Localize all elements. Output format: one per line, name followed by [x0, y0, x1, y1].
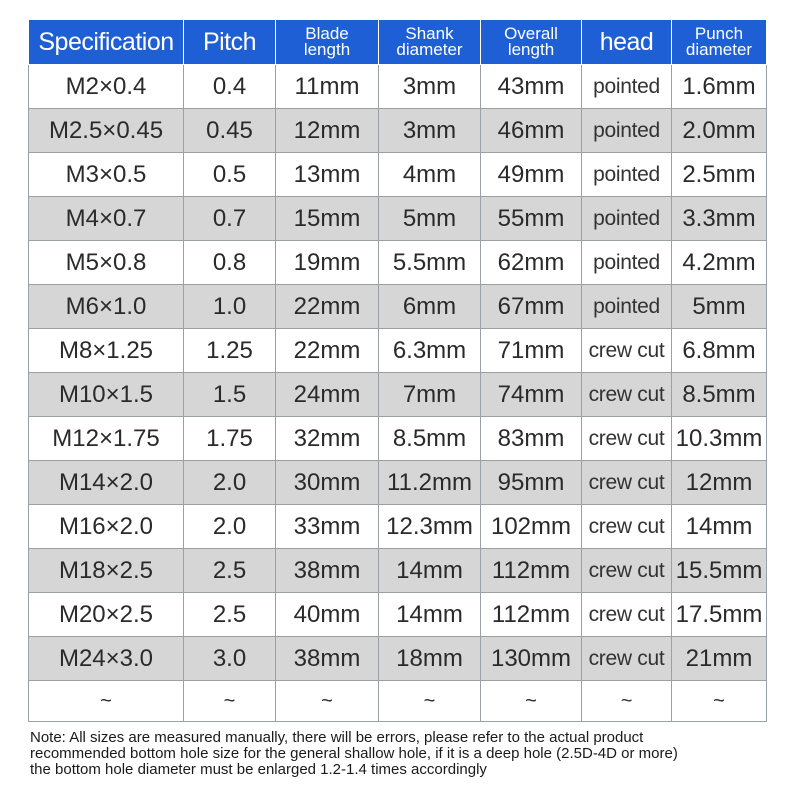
cell-pitch: 0.8 [184, 241, 276, 285]
cell-shank-diameter: 5.5mm [379, 241, 481, 285]
cell-head: crew cut [582, 593, 672, 637]
cell-blade-length: 40mm [276, 593, 379, 637]
cell-shank-diameter: 14mm [379, 549, 481, 593]
cell-blade-length: 13mm [276, 153, 379, 197]
cell-blade-length: 22mm [276, 285, 379, 329]
cell-pitch: 2.5 [184, 549, 276, 593]
cell-punch-diameter: 21mm [672, 637, 767, 681]
cell-shank-diameter: 18mm [379, 637, 481, 681]
cell-head: crew cut [582, 505, 672, 549]
table-row [29, 153, 767, 197]
cell-head: crew cut [582, 329, 672, 373]
cell-pitch: 2.5 [184, 593, 276, 637]
cell-overall-length: 112mm [481, 549, 582, 593]
header-pitch: Pitch [184, 20, 276, 65]
cell-pitch: 1.0 [184, 285, 276, 329]
cell-specification: M6×1.0 [29, 285, 184, 329]
cell-pitch: 1.25 [184, 329, 276, 373]
cell-head: pointed [582, 241, 672, 285]
table-row [29, 109, 767, 153]
cell-punch-diameter: 8.5mm [672, 373, 767, 417]
cell-shank-diameter: 4mm [379, 153, 481, 197]
cell-overall-length: 43mm [481, 65, 582, 109]
table-body [29, 65, 767, 722]
cell-overall-length: 62mm [481, 241, 582, 285]
cell-specification: M2×0.4 [29, 65, 184, 109]
cell-specification: M20×2.5 [29, 593, 184, 637]
cell-specification: M5×0.8 [29, 241, 184, 285]
table-header-row [29, 20, 767, 65]
cell-pitch: 0.45 [184, 109, 276, 153]
cell-head: ~ [582, 681, 672, 722]
footnote-line: Note: All sizes are measured manually, there will be errors, please refer to the actual product [30, 729, 644, 746]
cell-blade-length: 33mm [276, 505, 379, 549]
cell-head: pointed [582, 285, 672, 329]
table-row [29, 329, 767, 373]
cell-blade-length: 38mm [276, 549, 379, 593]
cell-overall-length: 49mm [481, 153, 582, 197]
cell-head: pointed [582, 109, 672, 153]
cell-shank-diameter: 5mm [379, 197, 481, 241]
cell-specification: ~ [29, 681, 184, 722]
cell-specification: M18×2.5 [29, 549, 184, 593]
cell-overall-length: ~ [481, 681, 582, 722]
cell-specification: M16×2.0 [29, 505, 184, 549]
cell-specification: M14×2.0 [29, 461, 184, 505]
cell-shank-diameter: 6.3mm [379, 329, 481, 373]
cell-punch-diameter: 6.8mm [672, 329, 767, 373]
table-row [29, 505, 767, 549]
header-shank-diameter: Shank diameter [379, 20, 481, 65]
footnote-line: recommended bottom hole size for the general shallow hole, if it is a deep hole (2.5D-4D or more) [30, 745, 678, 762]
cell-overall-length: 71mm [481, 329, 582, 373]
cell-blade-length: 30mm [276, 461, 379, 505]
cell-blade-length: 12mm [276, 109, 379, 153]
cell-specification: M8×1.25 [29, 329, 184, 373]
cell-overall-length: 95mm [481, 461, 582, 505]
header-punch-diameter: Punch diameter [672, 20, 767, 65]
table-row [29, 373, 767, 417]
cell-shank-diameter: 7mm [379, 373, 481, 417]
cell-overall-length: 74mm [481, 373, 582, 417]
cell-overall-length: 55mm [481, 197, 582, 241]
table-row [29, 65, 767, 109]
cell-specification: M4×0.7 [29, 197, 184, 241]
table-row [29, 417, 767, 461]
cell-overall-length: 46mm [481, 109, 582, 153]
table-row [29, 681, 767, 722]
cell-punch-diameter: 4.2mm [672, 241, 767, 285]
footnote [30, 730, 790, 778]
cell-specification: M3×0.5 [29, 153, 184, 197]
cell-shank-diameter: 11.2mm [379, 461, 481, 505]
cell-punch-diameter: 12mm [672, 461, 767, 505]
cell-punch-diameter: 10.3mm [672, 417, 767, 461]
cell-overall-length: 83mm [481, 417, 582, 461]
cell-overall-length: 102mm [481, 505, 582, 549]
cell-blade-length: 19mm [276, 241, 379, 285]
table-row [29, 241, 767, 285]
cell-head: crew cut [582, 417, 672, 461]
cell-pitch: 2.0 [184, 461, 276, 505]
cell-shank-diameter: 8.5mm [379, 417, 481, 461]
cell-head: crew cut [582, 637, 672, 681]
cell-punch-diameter: 3.3mm [672, 197, 767, 241]
cell-pitch: 1.5 [184, 373, 276, 417]
cell-punch-diameter: 15.5mm [672, 549, 767, 593]
cell-blade-length: 22mm [276, 329, 379, 373]
cell-pitch: 3.0 [184, 637, 276, 681]
cell-shank-diameter: 6mm [379, 285, 481, 329]
cell-shank-diameter: 3mm [379, 109, 481, 153]
table-row [29, 593, 767, 637]
cell-head: crew cut [582, 549, 672, 593]
cell-punch-diameter: 5mm [672, 285, 767, 329]
table-row [29, 197, 767, 241]
cell-blade-length: 38mm [276, 637, 379, 681]
cell-pitch: 0.5 [184, 153, 276, 197]
spec-table [28, 19, 767, 722]
cell-blade-length: 11mm [276, 65, 379, 109]
table-row [29, 285, 767, 329]
cell-punch-diameter: 2.0mm [672, 109, 767, 153]
cell-head: crew cut [582, 461, 672, 505]
footnote-line: the bottom hole diameter must be enlarged 1.2-1.4 times accordingly [30, 761, 487, 778]
cell-punch-diameter: 2.5mm [672, 153, 767, 197]
cell-specification: M10×1.5 [29, 373, 184, 417]
cell-pitch: 1.75 [184, 417, 276, 461]
cell-specification: M12×1.75 [29, 417, 184, 461]
cell-overall-length: 130mm [481, 637, 582, 681]
header-overall-length: Overall length [481, 20, 582, 65]
cell-shank-diameter: 3mm [379, 65, 481, 109]
cell-overall-length: 67mm [481, 285, 582, 329]
cell-head: crew cut [582, 373, 672, 417]
table-row [29, 461, 767, 505]
cell-punch-diameter: 17.5mm [672, 593, 767, 637]
cell-head: pointed [582, 65, 672, 109]
cell-punch-diameter: ~ [672, 681, 767, 722]
cell-shank-diameter: 12.3mm [379, 505, 481, 549]
cell-pitch: 0.4 [184, 65, 276, 109]
cell-punch-diameter: 1.6mm [672, 65, 767, 109]
cell-pitch: 0.7 [184, 197, 276, 241]
cell-blade-length: 32mm [276, 417, 379, 461]
cell-pitch: 2.0 [184, 505, 276, 549]
header-specification: Specification [29, 20, 184, 65]
cell-shank-diameter: 14mm [379, 593, 481, 637]
cell-specification: M24×3.0 [29, 637, 184, 681]
cell-punch-diameter: 14mm [672, 505, 767, 549]
cell-overall-length: 112mm [481, 593, 582, 637]
cell-head: pointed [582, 197, 672, 241]
cell-blade-length: 24mm [276, 373, 379, 417]
header-head: head [582, 20, 672, 65]
table-row [29, 637, 767, 681]
table-row [29, 549, 767, 593]
cell-shank-diameter: ~ [379, 681, 481, 722]
cell-specification: M2.5×0.45 [29, 109, 184, 153]
header-blade-length: Blade length [276, 20, 379, 65]
cell-head: pointed [582, 153, 672, 197]
cell-pitch: ~ [184, 681, 276, 722]
cell-blade-length: 15mm [276, 197, 379, 241]
cell-blade-length: ~ [276, 681, 379, 722]
